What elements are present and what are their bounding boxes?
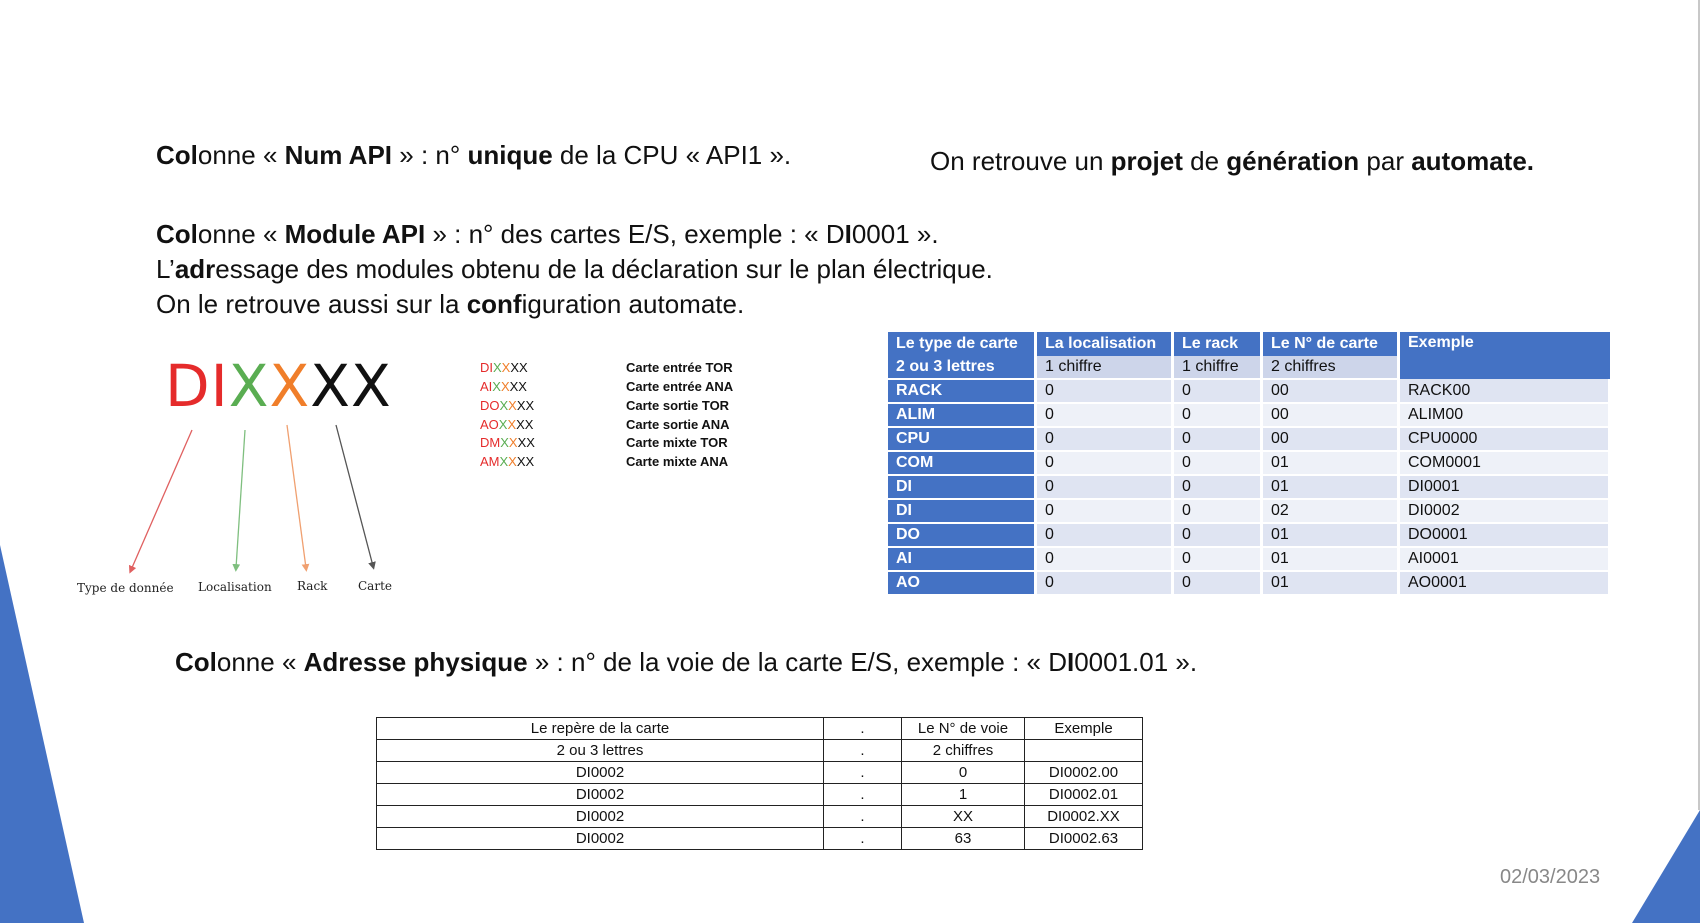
slide: Colonne « Num API » : n° unique de la CPU « API1 ». On retrouve un projet de génération par automate. Colonne « Module API » : n° des cartes E/S, exemple : « DI0001 ». L’adressage des modules obtenu de la déclaration sur le plan électrique. On le retrouve aussi sur la configuration automate. DIXXXX Type de donnée Localisation Rack Carte DIXXXX Carte entrée TOR AIXXXX Carte entrée ANA DOXXXX Carte sortie TOR AOXXXX Carte sortie ANA DMXXXX Carte mixte TOR AMXXXX Carte mixte ANA Le type de carte La localisation Le rack Le N° de carte Exemple 2 ou 3 lettres 1 chiffre 1 chiffre 2 chiffres RACK 0 0 00 RACK00 ALIM 0 0 00 ALIM00 CPU 0 0 00 CPU0000 COM 0 0 01 COM0001 DI 0 0 01 DI0001 DI 0 0 02 DI0002 DO 0 0 01 DO0001 AI 0 0 01 AI0001 AO 0 0 01 AO0001 Colonne « Adresse physique » : n° de la voie de la carte E/S, exemple : « DI0001.01 ». Le repère de la carte . Le N° de voie Exemple 2 ou 3 lettres . 2 chiffres DI0002 . 0 DI0002.00 DI0002 . 1 DI0002.01 DI0002 . XX DI0002.XX DI0002 . 63 DI0002.63 02/03/2023 bbox=[0, 0, 1700, 923]
table-cell: DI0002 bbox=[1399, 499, 1610, 523]
table-cell: 0 bbox=[1173, 475, 1262, 499]
label-localisation: Localisation bbox=[198, 580, 272, 594]
slide-date: 02/03/2023 bbox=[1500, 866, 1601, 888]
table-cell: 01 bbox=[1262, 547, 1399, 571]
line-num-api: Colonne « Num API » : n° unique de la CPU « API1 ». bbox=[156, 140, 792, 170]
table-cell: 00 bbox=[1262, 379, 1399, 403]
code-i: I bbox=[210, 352, 229, 420]
physical-address-table bbox=[376, 717, 1143, 850]
table-cell: AI bbox=[888, 547, 1036, 571]
table-cell: 0 bbox=[1173, 547, 1262, 571]
table-cell: 00 bbox=[1262, 403, 1399, 427]
table-cell: 0 bbox=[1036, 475, 1173, 499]
table-cell: DI0002 bbox=[377, 806, 824, 828]
table-cell: DI0002 bbox=[377, 784, 824, 806]
table-cell: 01 bbox=[1262, 475, 1399, 499]
table-cell: 0 bbox=[902, 762, 1025, 784]
table-row bbox=[888, 475, 1610, 499]
table-cell: 2 ou 3 lettres bbox=[377, 740, 824, 762]
line-adresse-physique: Colonne « Adresse physique » : n° de la voie de la carte E/S, exemple : « DI0001.01 ». bbox=[175, 647, 1198, 677]
table-cell: AO0001 bbox=[1399, 571, 1610, 595]
table-cell: . bbox=[824, 762, 902, 784]
table-cell: DI0002 bbox=[377, 828, 824, 850]
table-cell: 01 bbox=[1262, 451, 1399, 475]
table-cell: 0 bbox=[1173, 499, 1262, 523]
arrow-type bbox=[131, 430, 192, 570]
table-row bbox=[888, 427, 1610, 451]
table-cell: . bbox=[824, 806, 902, 828]
table-cell: 1 chiffre bbox=[1036, 356, 1173, 379]
table-cell: 1 bbox=[902, 784, 1025, 806]
table-cell: DI bbox=[888, 499, 1036, 523]
table-cell: 0 bbox=[1036, 547, 1173, 571]
table-cell: COM bbox=[888, 451, 1036, 475]
table-cell: 0 bbox=[1173, 427, 1262, 451]
table-row bbox=[377, 828, 1143, 850]
table-cell: AI0001 bbox=[1399, 547, 1610, 571]
table-cell: 2 chiffres bbox=[902, 740, 1025, 762]
table-cell: XX bbox=[902, 806, 1025, 828]
table-cell: RACK00 bbox=[1399, 379, 1610, 403]
table-sub-row bbox=[377, 740, 1143, 762]
table-cell: ALIM bbox=[888, 403, 1036, 427]
arrow-rack bbox=[287, 425, 306, 568]
table-cell: CPU bbox=[888, 427, 1036, 451]
table-row bbox=[888, 547, 1610, 571]
table-cell: DI0002.XX bbox=[1025, 806, 1143, 828]
label-type-donnee: Type de donnée bbox=[77, 581, 174, 595]
table-header: La localisation bbox=[1036, 332, 1173, 356]
table-cell: 63 bbox=[902, 828, 1025, 850]
table-cell: 0 bbox=[1173, 379, 1262, 403]
table-header: Exemple bbox=[1025, 718, 1143, 740]
line-adressage: L’adressage des modules obtenu de la déclaration sur le plan électrique. bbox=[156, 254, 993, 284]
table-cell: DI0002.63 bbox=[1025, 828, 1143, 850]
table-header: Le type de carte bbox=[888, 332, 1036, 356]
table-cell: . bbox=[824, 784, 902, 806]
table-cell: ALIM00 bbox=[1399, 403, 1610, 427]
table-header: . bbox=[824, 718, 902, 740]
table-cell: 0 bbox=[1173, 451, 1262, 475]
table-cell: 0 bbox=[1173, 523, 1262, 547]
table-cell: DI bbox=[888, 475, 1036, 499]
line-configuration: On le retrouve aussi sur la configuration automate. bbox=[156, 289, 745, 319]
table-header-row bbox=[377, 718, 1143, 740]
table-row bbox=[888, 403, 1610, 427]
table-cell: 0 bbox=[1036, 523, 1173, 547]
table-cell: DI0002.00 bbox=[1025, 762, 1143, 784]
table-cell: RACK bbox=[888, 379, 1036, 403]
table-cell: CPU0000 bbox=[1399, 427, 1610, 451]
table-cell: 01 bbox=[1262, 571, 1399, 595]
table-header: Le N° de carte bbox=[1262, 332, 1399, 356]
line-module-api: Colonne « Module API » : n° des cartes E/S, exemple : « DI0001 ». bbox=[156, 219, 939, 249]
table-header-row bbox=[888, 332, 1610, 356]
label-carte: Carte bbox=[358, 579, 392, 593]
table-header: Le N° de voie bbox=[902, 718, 1025, 740]
table-cell: AO bbox=[888, 571, 1036, 595]
table-cell: 00 bbox=[1262, 427, 1399, 451]
table-cell: 0 bbox=[1036, 451, 1173, 475]
arrow-carte bbox=[336, 425, 373, 566]
table-row bbox=[377, 762, 1143, 784]
table-cell: DO0001 bbox=[1399, 523, 1610, 547]
arrow-loc bbox=[236, 430, 245, 568]
table-header: Le rack bbox=[1173, 332, 1262, 356]
table-row bbox=[888, 523, 1610, 547]
table-cell: 0 bbox=[1173, 403, 1262, 427]
table-row bbox=[377, 784, 1143, 806]
label-rack: Rack bbox=[297, 579, 328, 593]
line-projet: On retrouve un projet de génération par automate. bbox=[930, 146, 1535, 176]
table-cell: DI0001 bbox=[1399, 475, 1610, 499]
table-row bbox=[888, 499, 1610, 523]
code-x-loc: X bbox=[228, 352, 270, 420]
table-cell: 0 bbox=[1036, 571, 1173, 595]
card-type-table bbox=[888, 332, 1611, 596]
table-cell: 0 bbox=[1036, 499, 1173, 523]
table-cell: DI0002.01 bbox=[1025, 784, 1143, 806]
table-cell bbox=[1025, 740, 1143, 762]
table-cell: 0 bbox=[1036, 427, 1173, 451]
table-cell: 1 chiffre bbox=[1173, 356, 1262, 379]
code-x-carte1: X bbox=[310, 352, 351, 420]
table-row bbox=[888, 451, 1610, 475]
table-cell: COM0001 bbox=[1399, 451, 1610, 475]
table-header: Exemple bbox=[1399, 332, 1610, 379]
table-cell: 2 chiffres bbox=[1262, 356, 1399, 379]
table-cell: 02 bbox=[1262, 499, 1399, 523]
table-row bbox=[888, 379, 1610, 403]
table-cell: 01 bbox=[1262, 523, 1399, 547]
code-d: D bbox=[165, 352, 211, 420]
table-cell: 0 bbox=[1036, 403, 1173, 427]
code-x-rack: X bbox=[269, 352, 311, 420]
code-x-carte2: X bbox=[350, 352, 392, 420]
table-cell: 0 bbox=[1036, 379, 1173, 403]
table-cell: . bbox=[824, 740, 902, 762]
table-header: Le repère de la carte bbox=[377, 718, 824, 740]
table-cell: DO bbox=[888, 523, 1036, 547]
table-row bbox=[888, 571, 1610, 595]
table-cell: 0 bbox=[1173, 571, 1262, 595]
table-cell: . bbox=[824, 828, 902, 850]
table-row bbox=[377, 806, 1143, 828]
table-cell: DI0002 bbox=[377, 762, 824, 784]
table-cell: 2 ou 3 lettres bbox=[888, 356, 1036, 379]
